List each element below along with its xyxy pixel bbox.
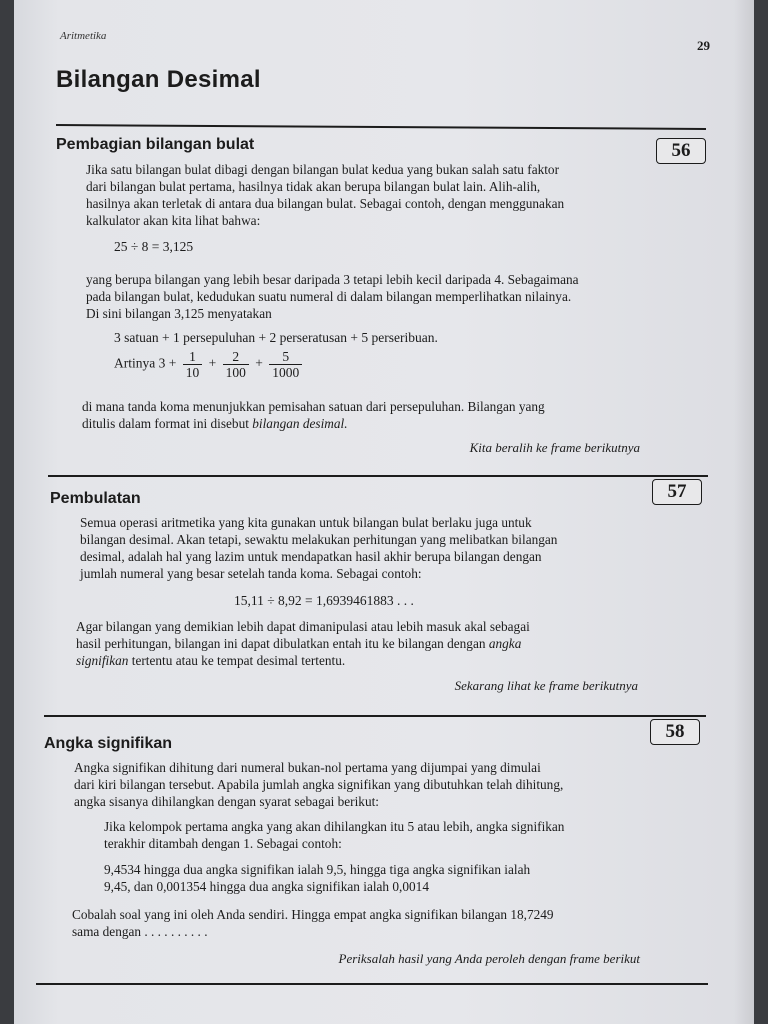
frame-57-rule <box>48 475 708 477</box>
page-number: 29 <box>697 38 710 53</box>
frame-56-next-instruction: Kita beralih ke frame berikutnya <box>469 440 640 455</box>
frame-56-rule <box>56 124 706 130</box>
frame-57-title: Pembulatan <box>50 490 141 507</box>
running-head: Aritmetika <box>60 30 107 42</box>
frame-58-title: Angka signifikan <box>44 735 173 752</box>
fraction-1-10: $\frac{1}{10}$ <box>183 349 203 380</box>
frame-58-number-box: 58 <box>650 719 700 745</box>
frame-57-next-instruction: Sekarang lihat ke frame berikutnya <box>454 678 638 693</box>
frame-58-examples: 9,4534 hingga dua angka signifikan ialah 9,5, hingga tiga angka signifikan ialah 9,45, dan 0,001354 hingga dua angka signifikan ialah 0,0014 <box>104 862 531 894</box>
chapter-title: Bilangan Desimal <box>56 66 261 93</box>
frame-58-exercise: Cobalah soal yang ini oleh Anda sendiri. Hingga empat angka signifikan bilangan 18,7249 sama dengan . . . . . . . . . . <box>72 907 554 939</box>
frame-57-equation-division: 15,11 ÷ 8,92 = 1,6939461883 . . . <box>234 593 414 608</box>
frame-56-paragraph-1: Jika satu bilangan bulat dibagi dengan bilangan bulat kedua yang bukan salah satu faktor dari bilangan bulat pertama, hasilnya tidak akan berupa bilangan bulat lain. Alih-alih, hasilnya akan terletak di antara dua bilangan bulat. Sebagai contoh, dengan menggunakan kalkulator akan kita lihat bahwa: <box>86 162 565 228</box>
page-bottom-rule <box>36 983 708 985</box>
frame-56-number-box: 56 <box>656 138 706 164</box>
page-gutter-shadow <box>734 0 754 1024</box>
frame-56-equation-division: 25 ÷ 8 = 3,125 <box>114 239 194 254</box>
frame-58-paragraph-1: Angka signifikan dihitung dari numeral bukan-nol pertama yang dijumpai yang dimulai dari kiri bilangan tersebut. Apabila jumlah angka signifikan yang dibutuhkan telah dihitung, angka sisanya dihilangkan dengan syarat sebagai berikut: <box>74 760 564 809</box>
frame-57-paragraph-2: Agar bilangan yang demikian lebih dapat dimanipulasi atau lebih masuk akal sebagai hasil perhitungan, bilangan ini dapat dibulatkan entah itu ke bilangan dengan angka signifikan tertentu atau ke tempat desimal tertentu. <box>76 619 530 668</box>
frame-56-title: Pembagian bilangan bulat <box>56 136 255 153</box>
frame-58-rule-statement: Jika kelompok pertama angka yang akan dihilangkan itu 5 atau lebih, angka signifikan terakhir ditambah dengan 1. Sebagai contoh: <box>104 819 565 851</box>
frame-56-place-value-expansion: 3 satuan + 1 persepuluhan + 2 perseratusan + 5 perseribuan. <box>114 330 438 345</box>
frame-56-paragraph-2: yang berupa bilangan yang lebih besar daripada 3 tetapi lebih kecil daripada 4. Sebagaimana pada bilangan bulat, kedudukan suatu numeral di dalam bilangan memperlihatkan nilainya. Di sini bilangan 3,125 menyatakan <box>86 272 579 321</box>
frame-58-next-instruction: Periksalah hasil yang Anda peroleh dengan frame berikut <box>338 951 640 966</box>
frame-56-paragraph-3: di mana tanda koma menunjukkan pemisahan satuan dari persepuluhan. Bilangan yang ditulis dalam format ini disebut bilangan desimal. <box>82 399 545 431</box>
frame-58-rule <box>44 715 706 717</box>
frame-57-number-box: 57 <box>652 479 702 505</box>
frame-56-fraction-expansion: Artinya 3 + $\frac{1}{10}$ + $\frac{2}{100}$ + $\frac{5}{1000}$ <box>114 349 305 380</box>
fraction-2-100: $\frac{2}{100}$ <box>223 349 249 380</box>
frame-57-paragraph-1: Semua operasi aritmetika yang kita gunakan untuk bilangan bulat berlaku juga untuk bilangan desimal. Akan tetapi, sewaktu melakukan perhitungan yang melibatkan bilangan desimal, adalah hal yang lazim untuk mendapatkan hasil akhir berupa bilangan dengan jumlah numeral yang besar setelah tanda koma. Sebagai contoh: <box>80 515 558 581</box>
fraction-5-1000: $\frac{5}{1000}$ <box>269 349 302 380</box>
book-page <box>14 0 754 1024</box>
